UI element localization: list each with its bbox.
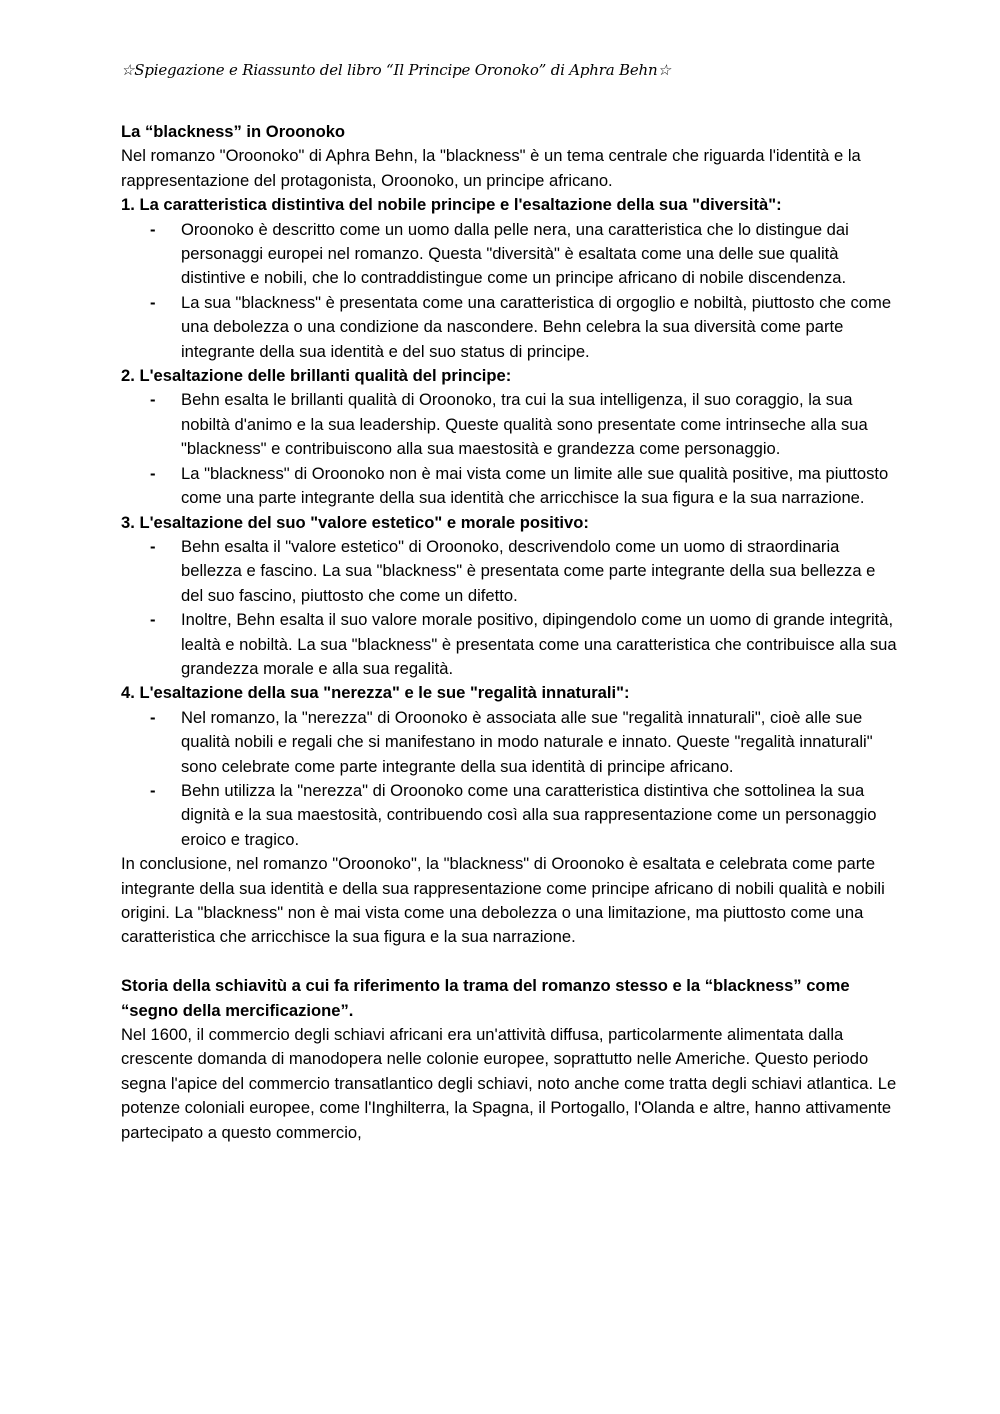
list-item [121, 779, 901, 852]
page-header [121, 61, 671, 79]
list-item-text: Behn esalta il "valore estetico" di Oroonoko, descrivendolo come un uomo di straordinaria bellezza e fascino. La sua "blackness" è presentata come parte integrante della sua bellezza e del suo fascino, piuttosto che come un difetto. [181, 536, 876, 605]
point-title: 3. L'esaltazione del suo "valore estetico" e morale positivo: [121, 512, 589, 532]
document-body [121, 120, 901, 1145]
bullet-dash: - [150, 292, 156, 312]
list-item [121, 706, 901, 779]
paragraph-gap [121, 950, 901, 974]
list-item [121, 218, 901, 291]
bullet-dash: - [150, 463, 156, 483]
list-item [121, 535, 901, 608]
history-paragraph: Nel 1600, il commercio degli schiavi africani era un'attività diffusa, particolarmente alimentata dalla crescente domanda di manodopera nelle colonie europee, soprattutto nelle Americhe. Questo periodo segna l'apice del commercio transatlantico degli schiavi, noto anche come tratta degli schiavi atlantica. Le potenze coloniali europee, come l'Inghilterra, la Spagna, il Portogallo, l'Olanda e altre, hanno attivamente partecipato a questo commercio, [121, 1025, 897, 1142]
bullet-dash: - [150, 390, 156, 410]
list-item [121, 388, 901, 461]
section-heading: La “blackness” in Oroonoko [121, 122, 346, 141]
star-glyph-right: ☆ [657, 61, 671, 79]
list-item-text: La sua "blackness" è presentata come una caratteristica di orgoglio e nobiltà, piuttosto che come una debolezza o una condizione da nascondere. Behn celebra la sua diversità come parte integrante della sua identità e del suo status di principe. [181, 292, 892, 361]
header-title: Spiegazione e Riassunto del libro “Il Principe Oronoko” di Aphra Behn [134, 61, 658, 79]
bullet-dash: - [150, 610, 156, 630]
intro-paragraph: Nel romanzo "Oroonoko" di Aphra Behn, la "blackness" è un tema centrale che riguarda l'identità e la rappresentazione del protagonista, Oroonoko, un principe africano. [121, 146, 861, 190]
point-title: 1. La caratteristica distintiva del nobile principe e l'esaltazione della sua "diversità": [121, 195, 782, 215]
point-title: 2. L'esaltazione delle brillanti qualità del principe: [121, 366, 512, 386]
list-item-text: La "blackness" di Oroonoko non è mai vista come un limite alle sue qualità positive, ma piuttosto come una parte integrante della sua identità che arricchisce la sua figura e la sua narrazione. [181, 463, 889, 508]
list-item [121, 608, 901, 681]
list-item [121, 291, 901, 364]
bullet-dash: - [150, 707, 156, 727]
section-heading: Storia della schiavitù a cui fa riferimento la trama del romanzo stesso e la “blackness” come “segno della mercificazione”. [121, 976, 850, 1020]
list-item [121, 462, 901, 511]
conclusion-paragraph: In conclusione, nel romanzo "Oroonoko", la "blackness" di Oroonoko è esaltata e celebrata come parte integrante della sua identità e della sua rappresentazione come principe africano di nobili qualità e nobili origini. La "blackness" non è mai vista come una debolezza o una limitazione, ma piuttosto come una caratteristica che arricchisce la sua figura e la sua narrazione. [121, 854, 885, 947]
list-item-text: Inoltre, Behn esalta il suo valore morale positivo, dipingendolo come un uomo di grande integrità, lealtà e nobiltà. La sua "blackness" è presentata come una caratteristica che contribuisce alla sua grandezza morale e alla sua regalità. [181, 610, 897, 678]
list-item-text: Behn utilizza la "nerezza" di Oroonoko come una caratteristica distintiva che sottolinea la sua dignità e la sua maestosità, contribuendo così alla sua rappresentazione come un personaggio eroico e tragico. [181, 780, 877, 849]
bullet-dash: - [150, 536, 156, 556]
bullet-dash: - [150, 780, 156, 800]
list-item-text: Oroonoko è descritto come un uomo dalla pelle nera, una caratteristica che lo distingue dai personaggi europei nel romanzo. Questa "diversità" è esaltata come una delle sue qualità distintive e nobili, che lo contraddistingue come un principe africano di nobile discendenza. [181, 219, 849, 288]
list-item-text: Nel romanzo, la "nerezza" di Oroonoko è associata alle sue "regalità innaturali", cioè alle sue qualità nobili e regali che si manifestano in modo naturale e innato. Queste "regalità innaturali" sono celebrate come parte integrante della sua identità di principe africano. [181, 707, 873, 776]
list-item-text: Behn esalta le brillanti qualità di Oroonoko, tra cui la sua intelligenza, il suo coraggio, la sua nobiltà d'animo e la sua leadership. Queste qualità sono presentate come intrinseche alla sua "blackness" e contribuiscono alla sua maestosità e grandezza come personaggio. [181, 390, 868, 459]
star-glyph-left: ☆ [121, 61, 135, 79]
point-title: 4. L'esaltazione della sua "nerezza" e le sue "regalità innaturali": [121, 683, 630, 703]
bullet-dash: - [150, 219, 156, 239]
